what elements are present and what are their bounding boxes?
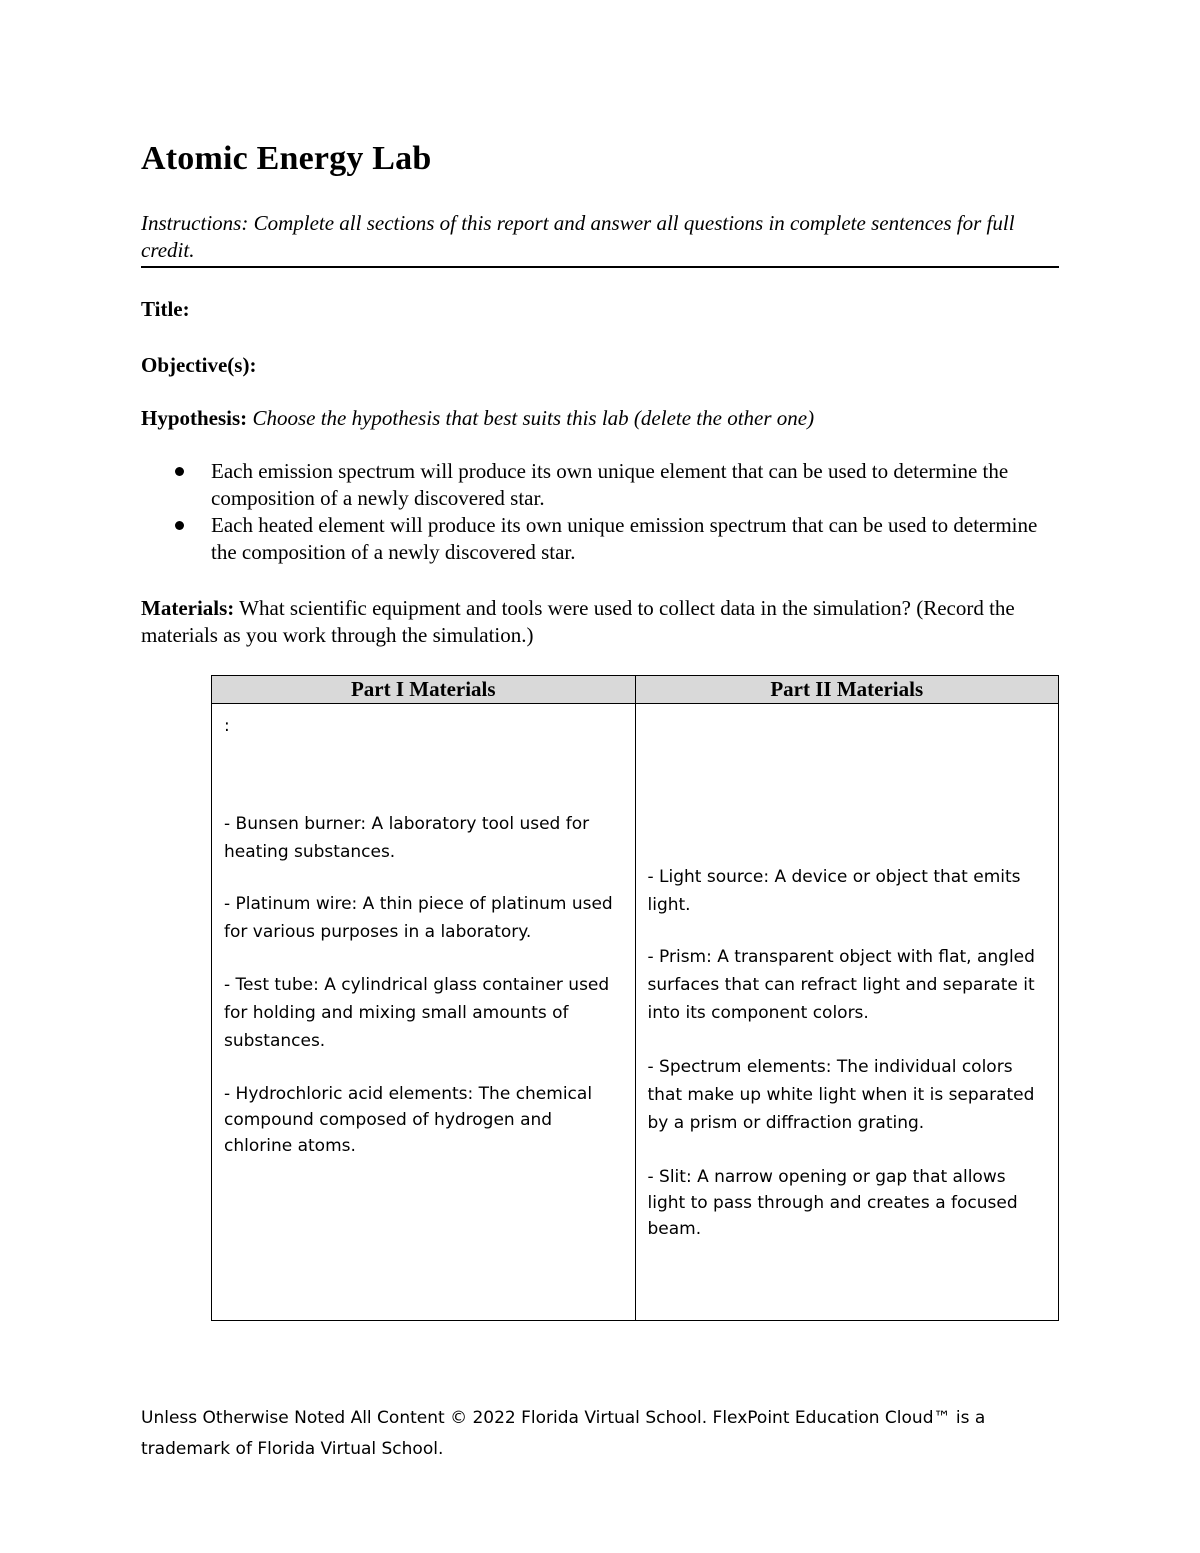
title-label: Title: (141, 297, 190, 321)
material-item: - Prism: A transparent object with flat, angled surfaces that can refract light and separate it into its component colors. (647, 947, 1035, 1023)
hypothesis-label: Hypothesis: (141, 406, 248, 430)
part2-cell[interactable] (635, 704, 1059, 1321)
material-item: - Platinum wire: A thin piece of platinum used for various purposes in a laboratory. (224, 894, 613, 942)
material-item: - Hydrochloric acid elements: The chemical compound composed of hydrogen and chlorine atoms. (224, 1084, 593, 1156)
bullet-icon (175, 467, 184, 476)
part1-header: Part I Materials (212, 676, 636, 704)
material-item: - Bunsen burner: A laboratory tool used for heating substances. (224, 814, 590, 862)
materials-table (211, 675, 1059, 1321)
title-field (141, 296, 190, 323)
hypothesis-list (172, 458, 1052, 566)
hypothesis-field (141, 405, 814, 432)
objective-field (141, 352, 256, 379)
part1-lead: : (224, 716, 230, 736)
part1-cell[interactable] (212, 704, 636, 1321)
objective-label: Objective(s): (141, 353, 257, 377)
materials-label: Materials: (141, 596, 235, 620)
hypothesis-note: Choose the hypothesis that best suits this lab (delete the other one) (252, 406, 815, 430)
material-item: - Light source: A device or object that emits light. (647, 867, 1021, 915)
hypothesis-text: Each emission spectrum will produce its own unique element that can be used to determine the composition of a newly discovered star. (211, 459, 1009, 510)
page-title: Atomic Energy Lab (141, 140, 432, 177)
materials-question: What scientific equipment and tools were used to collect data in the simulation? (Record the materials as you work through the simulation.) (141, 596, 1015, 647)
instructions-text: Instructions: Complete all sections of this report and answer all questions in complete sentences for full credit. (141, 210, 1059, 268)
bullet-icon (175, 521, 184, 530)
copyright-footer: Unless Otherwise Noted All Content © 2022 Florida Virtual School. FlexPoint Education Cloud™ is a trademark of Florida Virtual School. (141, 1408, 986, 1459)
hypothesis-text: Each heated element will produce its own unique emission spectrum that can be used to determine the composition of a newly discovered star. (211, 513, 1038, 564)
hypothesis-item (172, 458, 1052, 512)
material-item: - Test tube: A cylindrical glass container used for holding and mixing small amounts of substances. (224, 975, 610, 1051)
hypothesis-item (172, 512, 1052, 566)
part2-header: Part II Materials (635, 676, 1059, 704)
material-item: - Slit: A narrow opening or gap that allows light to pass through and creates a focused beam. (647, 1167, 1018, 1239)
material-item: - Spectrum elements: The individual colors that make up white light when it is separated by a prism or diffraction grating. (647, 1057, 1035, 1133)
materials-section (141, 595, 1059, 649)
